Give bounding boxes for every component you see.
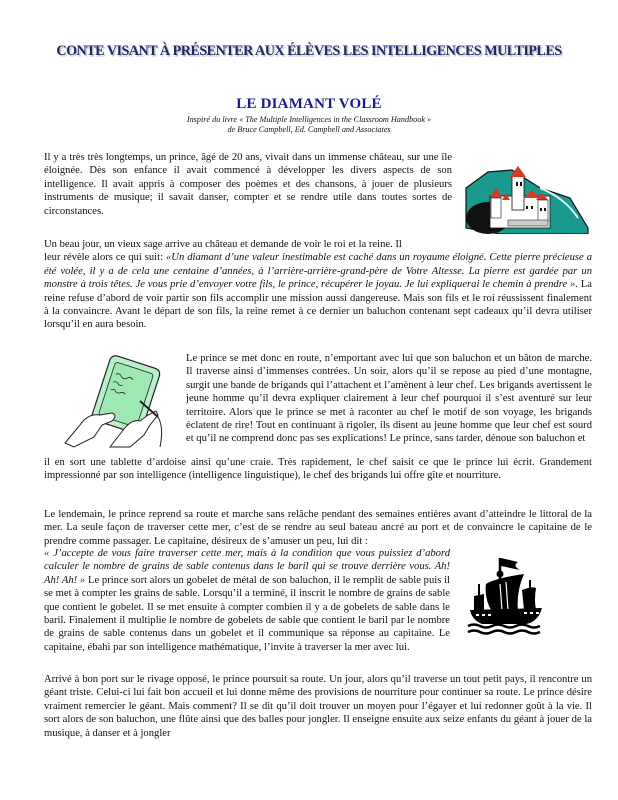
p2-rest: La reine refuse d’abord de voir partir son fils accomplir une mission aussi dangereuse. Mais son fils et le roi réussissent finalement à la convaincre. Avant le départ de son fils, la reine remet à ce dernier un baluchon contenant sept cadeaux qu’il devra utiliser lorsqu’il en aura besoin. xyxy=(44,279,592,331)
p2-lead: leur révèle alors ce qui suit: xyxy=(44,252,166,264)
paragraph-intro: Il y a très très longtemps, un prince, âgé de 20 ans, vivait dans un immense château, sur une île éloignée. Dès son enfance il avait commencé à développer les divers aspects de son intelligence. Il avait appris à composer des poèmes et des chansons, à jouer de plusieurs instruments de musique; il savait danser, compter et se rendre utile dans toutes sortes de circonstances. xyxy=(44,152,452,217)
ship-illustration xyxy=(466,554,551,639)
p4-rest: Le prince sort alors un gobelet de métal de son baluchon, il le remplit de sable puis il se met à compter les grains de sable. Lorsqu’il a terminé, il inscrit le nombre de grains de sable que contient le gobelet. Il se met ensuite à compter combien il y a de gobelets de sable dans le baril. Finalement il multiplie le nombre de gobelets de sable que contient le baril par le nombre de grains de sable contenus dans un gobelet et il communique sa réponse au capitaine. Le capitaine, ébahi par son intelligence mathématique, l’invite à traverser la mer avec lui. xyxy=(44,574,450,653)
story-title: LE DIAMANT VOLÉ xyxy=(236,96,382,112)
main-sail xyxy=(486,574,524,612)
document-main-title: CONTE VISANT À PRÉSENTER AUX ÉLÈVES LES INTELLIGENCES MULTIPLES xyxy=(56,42,562,59)
paragraph-captain-continued xyxy=(44,547,450,654)
subtitle-author: de Bruce Campbell, Ed. Campbell and Associates xyxy=(227,125,391,134)
paragraph-giant: Arrivé à bon port sur le rivage opposé, le prince poursuit sa route. Un jour, alors qu’il traverse un tout petit pays, il rencontre un géant triste. Celui-ci lui fait bon accueil et lui donne même des provisions de nourriture pour continuer sa route. Le prince désire vraiment remercier le géant. Mais comment? Il se dit qu’il doit trouver un moyen pour l’égayer et lui redonner goût à la vie. Il sort alors de son baluchon, une flûte ainsi que des balles pour jongler. Il enseigne ensuite aux seize enfants du géant à jouer de la musique, à danser et à jongler xyxy=(44,674,592,739)
paragraph-brigands-continued: il en sort une tablette d’ardoise ainsi qu’une craie. Très rapidement, le chef saisit ce que le prince lui écrit. Grandement impressionné par son intelligence (intelligence linguistique), le chef des brigands lui offre gîte et nourriture. xyxy=(44,457,592,482)
story-subtitle xyxy=(0,115,618,135)
wise-man-quote: «Un diamant d’une valeur inestimable est caché dans un royaume éloigné. Cette pierre précieuse a été volée, il y a de cela une centaine d’années, à l’arrière-arrière-grand-père de Votre Altesse. La pierre est gardée par un monstre à trois têtes. Je vous prie d’envoyer votre fils, le prince, récupérer le joyau. Je lui expliquerai le chemin à prendre ». xyxy=(44,252,592,291)
left-hand xyxy=(65,413,115,447)
paragraph-brigands: Le prince se met donc en route, n’emportant avec lui que son baluchon et un bâton de marche. Il traverse ainsi d’immenses contrées. Un soir, alors qu’il se repose au pied d’une montagne, surgit une bande de brigands qui l’attachent et l’amènent à leur chef. Les brigands avertissent le jeune homme qu’il devra expliquer clairement à leur chef pourquoi il s’est aventuré sur leur territoire. Alors que le prince se met à raconter au chef le motif de son voyage, les brigands éclatent de rire! Tout en continuant à rigoler, ils disent au jeune homme que leur chef est sourd et qu’il ne comprend donc pas ses explications! Le prince, sans tarder, dénoue son baluchon et xyxy=(186,353,592,445)
p2-intro-line: Un beau jour, un vieux sage arrive au château et demande de voir le roi et la reine. Il xyxy=(44,239,402,250)
castle-illustration xyxy=(460,158,590,234)
paragraph-wise-man xyxy=(44,238,592,332)
captain-quote: « J’accepte de vous faire traverser cette mer, mais à la condition que vous puissiez d’abord calculer le nombre de grains de sable contenus dans le baril qui se trouve derrière vous. Ah! Ah! Ah! » xyxy=(44,548,450,586)
waves xyxy=(468,625,540,634)
ship-hull xyxy=(470,608,542,624)
paragraph-captain: Le lendemain, le prince reprend sa route et marche sans relâche pendant des semaines entières avant d’atteindre le littoral de la mer. La seule façon de traverser cette mer, c’est de se rendre au seul bateau ancré au port et de convaincre le capitaine de le prendre comme passager. Le capitaine, désireux de s’amuser un peu, lui dit : xyxy=(44,509,592,547)
subtitle-source: Inspiré du livre « The Multiple Intelligences in the Classroom Handbook » xyxy=(186,115,432,124)
slate-illustration xyxy=(60,355,175,450)
ship-flag xyxy=(501,558,520,570)
